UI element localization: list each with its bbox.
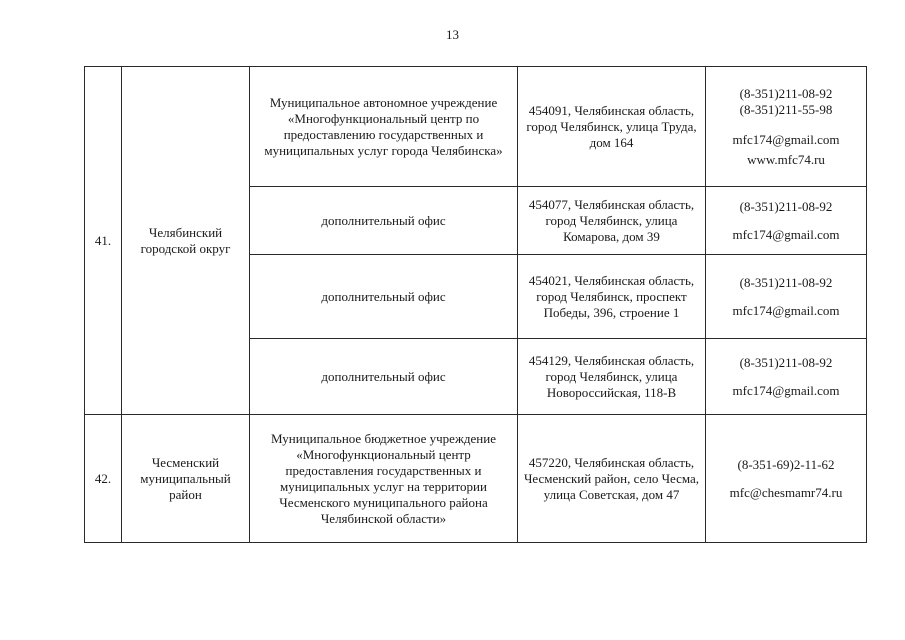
phone: (8-351)211-55-98: [739, 101, 833, 117]
organization-cell: [250, 187, 518, 255]
row-number: [85, 415, 122, 543]
email-link: mfc@chesmamr74.ru: [729, 484, 843, 500]
organization-cell: [250, 255, 518, 339]
phone: (8-351)211-08-92: [739, 198, 833, 214]
address-cell: [518, 339, 706, 415]
mfc-registry-table: [84, 66, 867, 543]
address-cell: [518, 255, 706, 339]
organization-name: Муниципальное автономное учреждение «Многофункциональный центр по предоставлению государственных и муниципальных услуг города Челябинска»: [264, 94, 503, 158]
district-cell: [122, 415, 250, 543]
address-cell: [518, 415, 706, 543]
address: 454129, Челябинская область, город Челябинск, улица Новороссийская, 118-В: [528, 352, 695, 400]
row-number-text: 42.: [94, 470, 112, 486]
contacts-cell: [706, 415, 867, 543]
phone: (8-351-69)2-11-62: [737, 456, 835, 472]
organization-cell: [250, 67, 518, 187]
address: 454021, Челябинская область, город Челябинск, проспект Победы, 396, строение 1: [528, 272, 695, 320]
table-row: [85, 67, 867, 187]
phone: (8-351)211-08-92: [739, 274, 833, 290]
website-link: www.mfc74.ru: [747, 151, 825, 167]
organization-name: дополнительный офис: [321, 212, 446, 228]
contacts-cell: [706, 67, 867, 187]
contacts-cell: [706, 187, 867, 255]
organization-name: дополнительный офис: [321, 368, 446, 384]
address-cell: [518, 67, 706, 187]
organization-cell: [250, 415, 518, 543]
address: 454077, Челябинская область, город Челябинск, улица Комарова, дом 39: [528, 196, 695, 244]
district-name: Челябинский городской округ: [140, 224, 231, 256]
row-number: [85, 67, 122, 415]
district-name: Чесменский муниципальный район: [140, 454, 231, 502]
contacts-cell: [706, 339, 867, 415]
email-link: mfc174@gmail.com: [732, 382, 840, 398]
page-number: 13: [446, 27, 459, 42]
email-link: mfc174@gmail.com: [732, 131, 840, 147]
address: 457220, Челябинская область, Чесменский район, село Чесма, улица Советская, дом 47: [523, 454, 700, 502]
phone: (8-351)211-08-92: [739, 85, 833, 101]
address: 454091, Челябинская область, город Челябинск, улица Труда, дом 164: [526, 102, 697, 150]
organization-name: дополнительный офис: [321, 288, 446, 304]
district-cell: [122, 67, 250, 415]
email-link: mfc174@gmail.com: [732, 226, 840, 242]
row-number-text: 41.: [94, 232, 112, 248]
table-row: [85, 415, 867, 543]
organization-cell: [250, 339, 518, 415]
email-link: mfc174@gmail.com: [732, 302, 840, 318]
organization-name: Муниципальное бюджетное учреждение «Многофункциональный центр предоставления государственных и муниципальных услуг на территории Чесменского муниципального района Челябинской области»: [271, 430, 496, 526]
contacts-cell: [706, 255, 867, 339]
address-cell: [518, 187, 706, 255]
phone: (8-351)211-08-92: [739, 354, 833, 370]
